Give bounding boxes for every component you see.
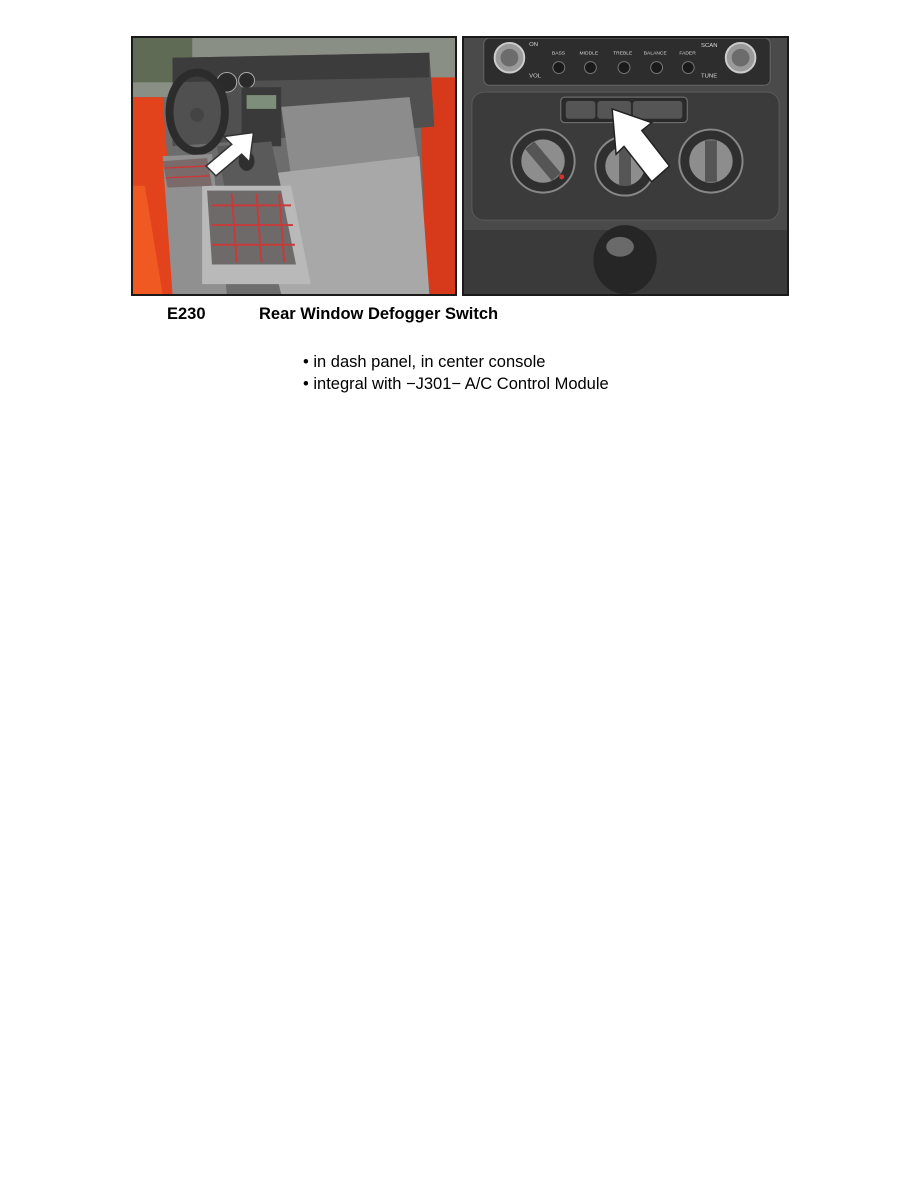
component-title: Rear Window Defogger Switch bbox=[259, 305, 499, 323]
location-item: • integral with −J301− A/C Control Module bbox=[303, 375, 609, 393]
radio-label-fader: FADER bbox=[679, 51, 696, 57]
interior-overview-photo bbox=[131, 36, 457, 296]
location-item: • in dash panel, in center console bbox=[303, 353, 546, 371]
radio-label-bass: BASS bbox=[551, 51, 566, 57]
center-console-illustration bbox=[464, 38, 787, 294]
location-list bbox=[303, 351, 609, 395]
radio-label-scan: SCAN bbox=[701, 42, 718, 49]
interior-overview-illustration bbox=[133, 38, 455, 294]
radio-label-tune: TUNE bbox=[701, 73, 718, 80]
radio-label-vol: VOL bbox=[529, 73, 542, 80]
radio-label-on: ON bbox=[529, 41, 539, 48]
radio-label-balance: BALANCE bbox=[643, 51, 667, 57]
center-console-photo bbox=[462, 36, 789, 296]
radio-label-middle: MIDDLE bbox=[579, 51, 599, 57]
component-code: E230 bbox=[167, 305, 206, 323]
radio-label-treble: TREBLE bbox=[613, 51, 633, 57]
